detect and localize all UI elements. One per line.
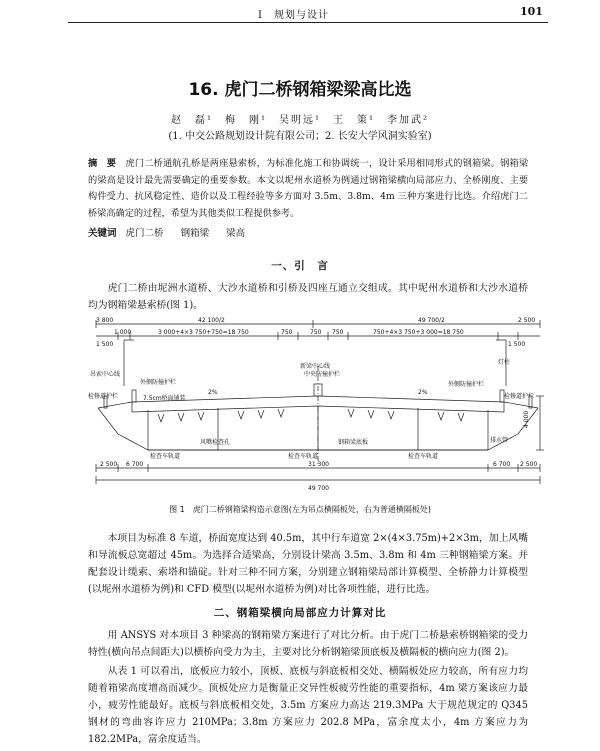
keywords: [88, 225, 259, 239]
dim-label: 2 500: [518, 317, 536, 324]
dim-label: 42 100/2: [198, 317, 225, 324]
dim-label: 750: [332, 329, 344, 336]
dim-label: 6 700: [126, 461, 144, 468]
abstract-label: 摘 要: [88, 158, 117, 169]
dim-label: 2 500: [100, 461, 118, 468]
keyword: 虎门二桥: [125, 228, 164, 239]
figure-cross-section: [88, 316, 548, 496]
label-cable-center: 吊索中心线: [90, 371, 121, 378]
affiliation: (1. 中交公路规划设计院有限公司；2. 长安大学风洞实验室): [168, 131, 432, 142]
label-inner-track: 检查车轨道: [150, 453, 181, 460]
running-header: Ⅰ 规划与设计: [258, 10, 329, 21]
label-outer-guard-r: 外侧防撞护栏: [448, 381, 485, 388]
dim-label: 6 700: [493, 461, 511, 468]
paper-title: 16. 虎门二桥钢箱梁梁高比选: [188, 80, 412, 100]
abstract-text: 虎门二桥通航孔桥是两座悬索桥，为标准化施工和协调统一，设计采用相同形式的钢箱梁。钢箱梁的梁高是设计最先需要确定的重要参数。本文以坭州水道桥为例通过钢箱梁横向局部应力、全桥刚度、主要构件受力、抗风稳定性、造价以及工程经验等多方面对 3.5m、3.8m、4m 三种方案进行比选。介绍虎门二桥梁高确定的过程，希望为其他类似工程提供参考。: [88, 158, 529, 219]
authors: 赵 磊¹ 梅 刚¹ 吴明远¹ 王 策¹ 李加武²: [170, 115, 430, 126]
label-new-center: 新梁中心线: [300, 363, 331, 370]
slope-label: 2%: [208, 389, 218, 396]
ansys-paragraph: 用 ANSYS 对本项目 3 种梁高的钢箱梁方案进行了对比分析。由于虎门二桥悬索桥钢箱梁的受力特性(横向吊点间距大)以横桥向受力为主，主要对比分析钢箱梁顶底板及横隔板的横向应力(图 2)。: [88, 630, 528, 658]
keywords-label: 关键词: [88, 228, 117, 239]
dim-label: 1 000: [114, 329, 132, 336]
project-paragraph: 本项目为标准 8 车道，桥面宽度达到 40.5m，其中行车道宽 2×(4×3.75m)+2×3m，加上风嘴和导流板总宽超过 45m。为选择合适梁高，分别设计梁高 3.5m、3.8m 和 4m 三种钢箱梁方案。并配套设计缆索、索塔和锚碇。针对三种不同方案，分别建立钢箱梁局部计算模型、全桥静力计算模型(以坭州水道桥为例)和 CFD 模型(以坭州水道桥为例)对比各项性能，进行比选。: [88, 533, 528, 595]
dim-label: 31 300: [308, 461, 329, 468]
slope-label: 2%: [418, 389, 428, 396]
page-number: 101: [520, 5, 543, 18]
intro-paragraph: 虎门二桥由坭洲水道桥、大沙水道桥和引桥及四座互通立交组成。其中坭州水道桥和大沙水道桥均为钢箱梁悬索桥(图 1)。: [88, 283, 528, 311]
dim-label: 750: [310, 329, 322, 336]
label-outer-guard: 外侧防撞护栏: [140, 379, 177, 386]
abstract: [88, 156, 528, 222]
label-hole: 风嘴检查孔: [200, 439, 231, 446]
dim-label: 3 800: [96, 317, 114, 324]
section-heading-stress: 二、钢箱梁横向局部应力计算对比: [213, 607, 387, 619]
section-heading-intro: 一、引 言: [271, 260, 329, 272]
label-pavement: 7.5cm桥面铺装: [143, 395, 186, 402]
label-inner-track2: 检查车轨道: [408, 453, 439, 460]
dim-label: 750: [281, 329, 293, 336]
header-rule: [68, 22, 548, 23]
label-drain: 排水管: [490, 437, 509, 444]
label-lamp: 灯柱: [498, 359, 511, 366]
label-steel-box: 钢箱梁底板: [338, 439, 369, 446]
dim-label: 2 500: [520, 461, 538, 468]
label-check-rail-r: 检修道护栏: [504, 393, 535, 400]
label-mid-track: 检查车轨道: [288, 453, 319, 460]
label-check-rail: 检修道护栏: [88, 393, 119, 400]
figure-caption: 图 1 虎门二桥钢箱梁构造示意图(左为吊点横隔板处，右为普通横隔板处): [169, 505, 431, 514]
dim-label: 1 500: [96, 341, 114, 348]
dim-label: 3 000+4×3 750+750=18 750: [158, 329, 249, 336]
label-mid-guard: 中央防撞护栏: [304, 371, 341, 378]
keyword: 梁高: [226, 228, 246, 239]
dim-label: 49 700: [308, 485, 329, 492]
stress-paragraph: 从表 1 可以看出，底板应力较小，顶板、底板与斜底板相交处、横隔板处应力较高，所有应力均随着箱梁高度增高而减少。顶板处应力是衡量正交异性板疲劳性能的重要指标，4m 梁方案该应力最小，疲劳性能最好。底板与斜底板相交处，3.5m 方案应力高达 219.3MPa 大于规范规定的 Q345 钢材的弯曲容许应力 210MPa；3.8m 方案应力 202.8 MPa，富余度太小，4m 方案应力为 182.2MPa，富余度适当。: [88, 666, 528, 745]
keyword: 钢箱梁: [180, 228, 210, 239]
dim-label: 49 700/2: [418, 317, 445, 324]
dim-label: 4 000: [523, 410, 530, 428]
dim-label: 1 500: [508, 341, 526, 348]
dim-label: 750+4×3 750+3 000=18 750: [373, 329, 464, 336]
